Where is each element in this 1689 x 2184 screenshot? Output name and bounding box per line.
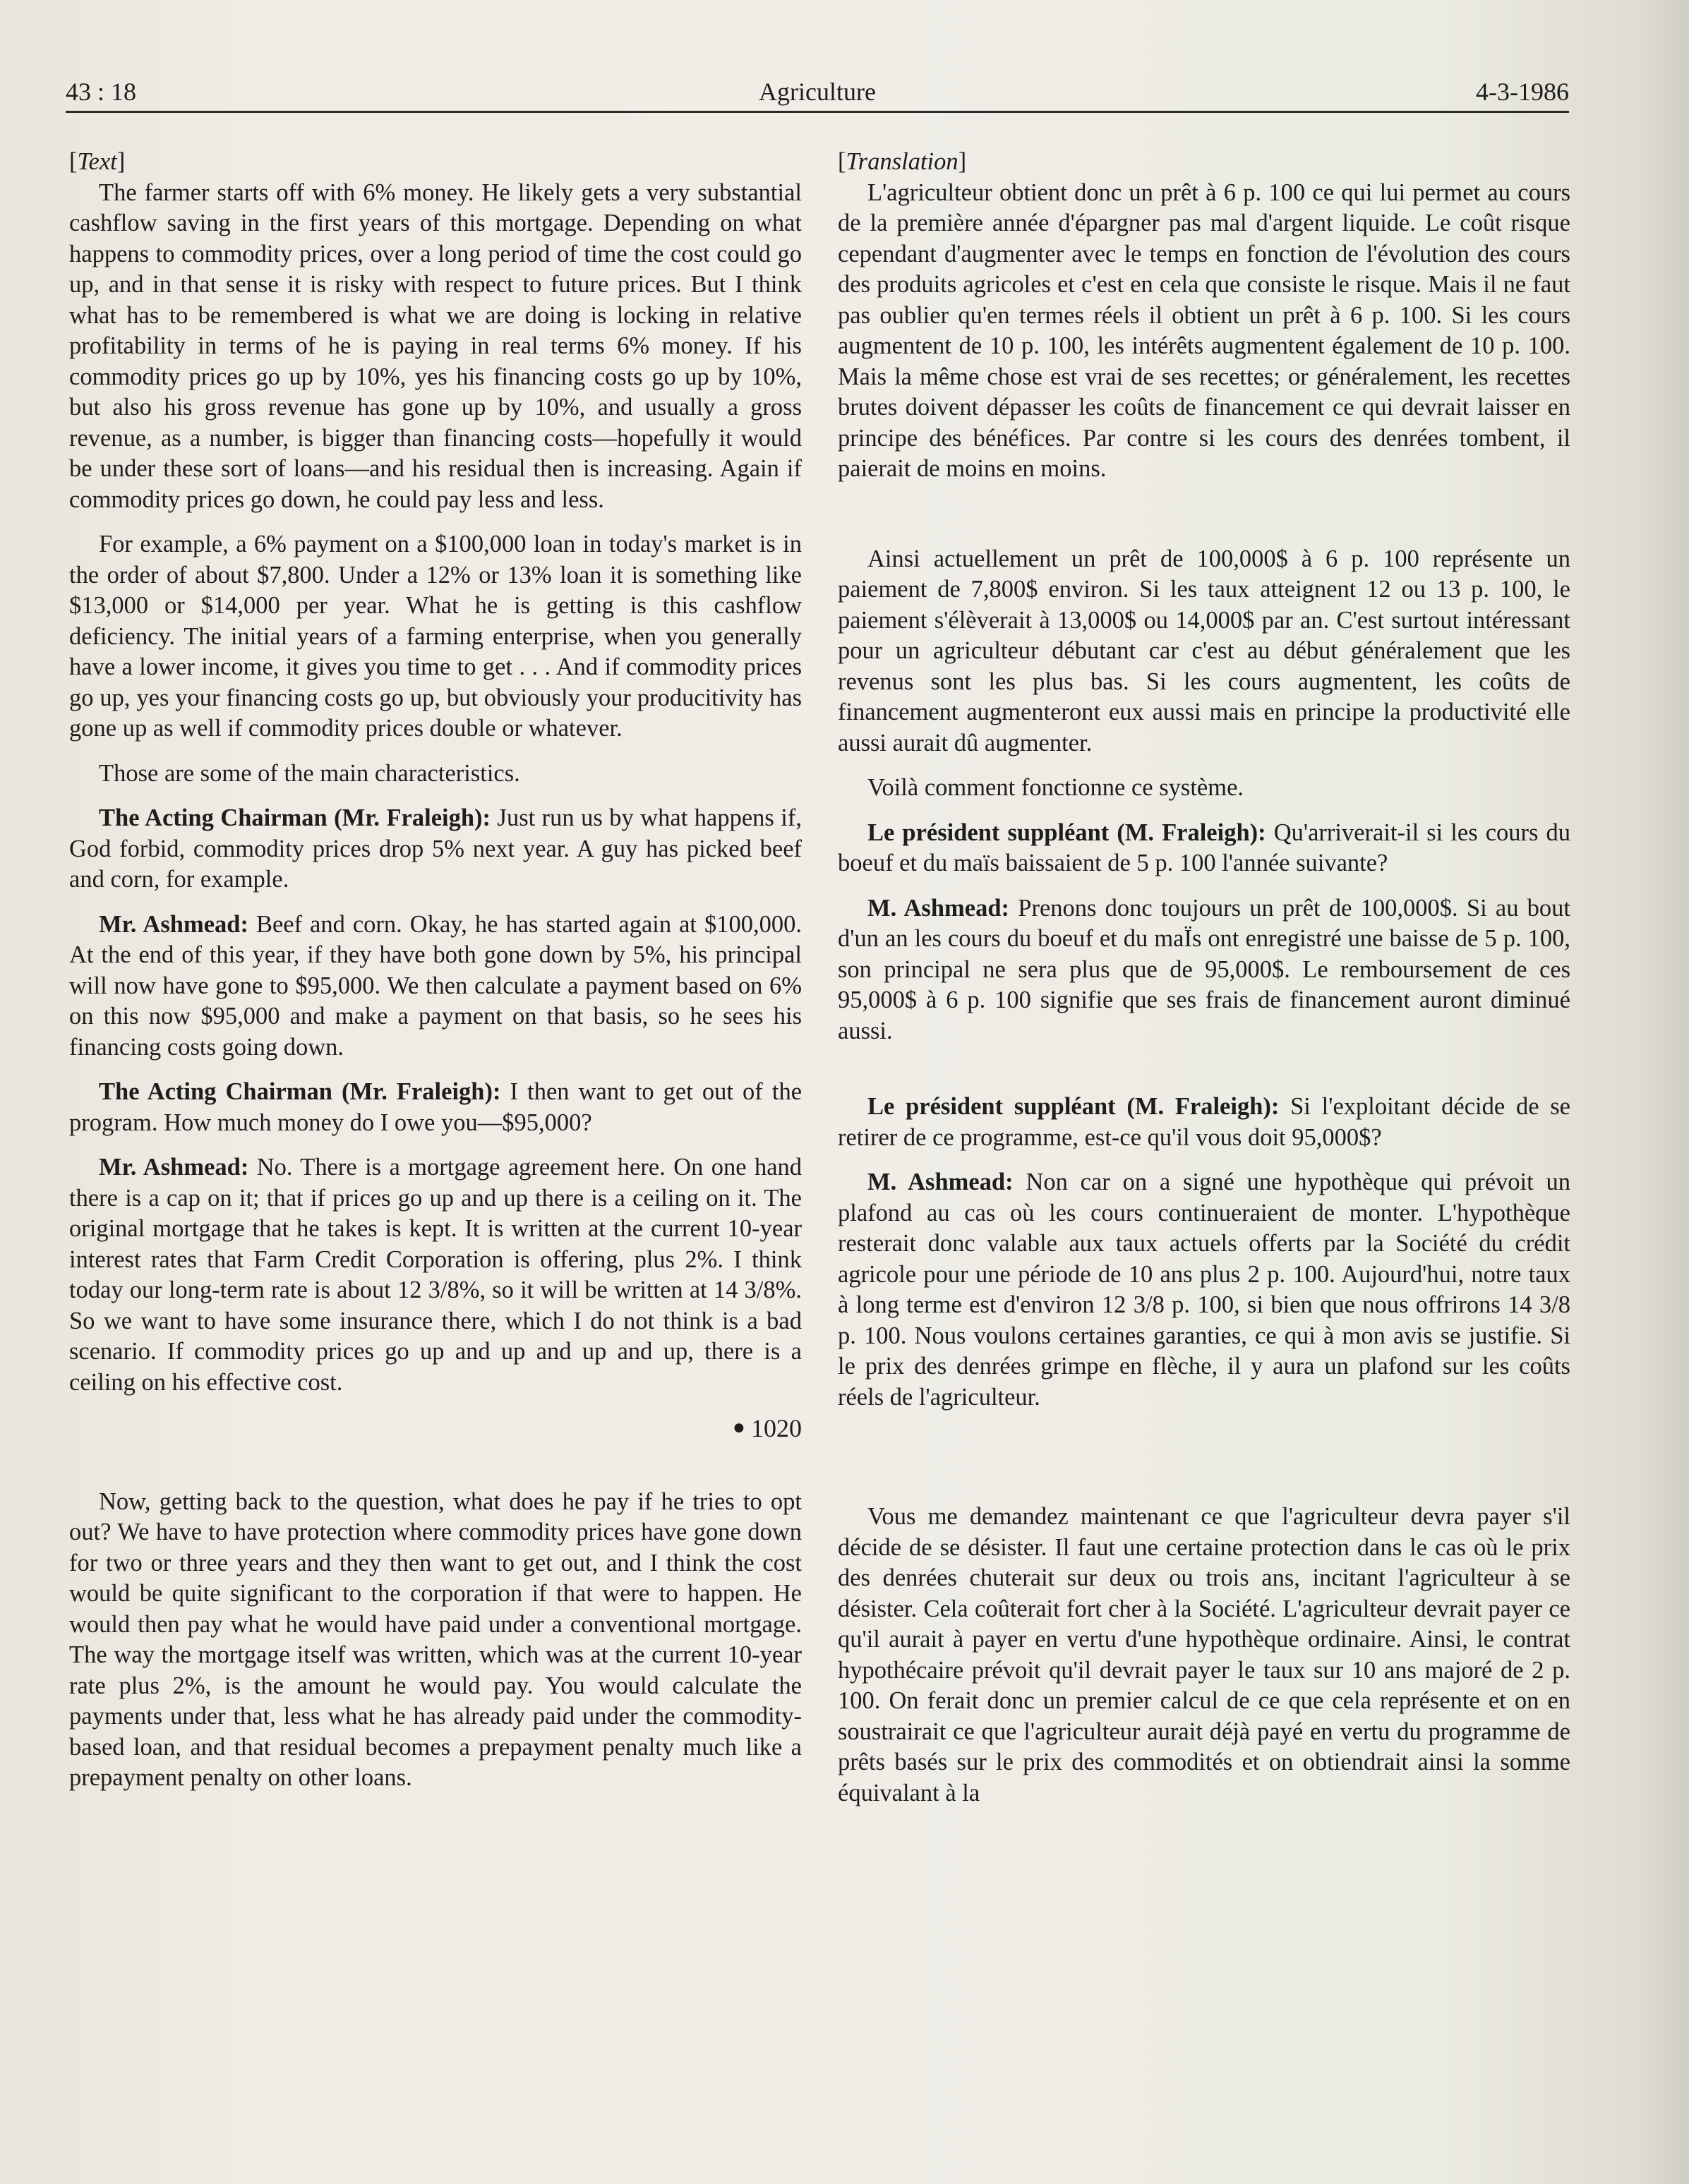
text-label: Text [77, 148, 117, 175]
paragraph: Le président suppléant (M. Fraleigh): Si l'exploitant décide de se retirer de ce programme, est-ce qu'il vous doit 95,000$? [838, 1093, 1570, 1151]
paragraph: Now, getting back to the question, what does he pay if he tries to opt out? We have to have protection where commodity prices have gone down for two or three years and they then want to get out, and I think the cost would be quite significant to the corporation if that were to happen. He would then pay what he would have paid under a conventional mortgage. The way the mortgage itself was written, which was at the current 10-year rate plus 2%, is the amount he would pay. You would calculate the payments under that, less what he has already paid under the commodity-based loan, and that residual becomes a prepayment penalty much like a prepayment penalty on other loans. [69, 1488, 802, 1791]
paragraph: The Acting Chairman (Mr. Fraleigh): I then want to get out of the program. How much money do I owe you—$95,000? [69, 1078, 803, 1136]
paragraph: Those are some of the main characteristics. [99, 759, 520, 787]
paragraph: Le président suppléant (M. Fraleigh): Qu'arriverait-il si les cours du boeuf et du maïs baissaient de 5 p. 100 l'année suivante? [838, 819, 1570, 876]
speaker-name: M. Ashmead: [867, 894, 1010, 922]
paragraph: For example, a 6% payment on a $100,000 loan in today's market is in the order of about $7,800. Under a 12% or 13% loan it is something like $13,000 or $14,000 per year. What he is getting is this cashflow deficiency. The initial years of a farming enterprise, when you generally have a lower income, it gives you time to get . . . And if commodity prices go up, yes your financing costs go up, but obviously your producitivity has gone up as well if commodity prices double or whatever. [69, 531, 802, 742]
english-column [69, 147, 802, 1794]
page-number: 43 : 18 [66, 78, 137, 106]
paragraph: Ainsi actuellement un prêt de 100,000$ à 6 p. 100 représente un paiement de 7,800$ environ. Si les taux atteignent 12 ou 13 p. 100, le paiement s'élèverait à 13,000$ ou 14,000$ par an. C'est surtout intéressant pour un agriculteur débutant car c'est au début généralement que les revenus sont les plus bas. Si les cours augmentent, les coûts de financement augmenteront eux aussi mais en principe la productivité elle aussi aurait dû augmenter. [838, 545, 1570, 756]
speaker-name: M. Ashmead: [867, 1169, 1014, 1195]
paragraph: Voilà comment fonctionne ce système. [867, 774, 1244, 801]
paragraph: M. Ashmead: Non car on a signé une hypothèque qui prévoit un plafond au cas où les cours continueraient de monter. L'hypothèque resterait donc valable aux taux actuels offerts par la Société du crédit agricole pour une période de 10 ans plus 2 p. 100. Aujourd'hui, notre taux à long terme est d'environ 12 3/8 p. 100, si bien que nous offrirons 14 3/8 p. 100. Nous voulons certaines garanties, ce qui à mon avis se justifie. Si le prix des denrées grimpe en flèche, il y aura un plafond sur les coûts réels de l'agriculteur. [838, 1169, 1571, 1411]
column-label: [Text] [69, 148, 126, 175]
column-label: [Translation] [838, 148, 967, 175]
page-title: Agriculture [759, 78, 876, 106]
page-date: 4-3-1986 [1476, 78, 1569, 106]
paragraph: The Acting Chairman (Mr. Fraleigh): Just run us by what happens if, God forbid, commodity prices drop 5% next year. A guy has picked beef and corn, for example. [69, 804, 803, 893]
paragraph: Vous me demandez maintenant ce que l'agriculteur devra payer s'il décide de se désister. Il faut une certaine protection dans le cas où le prix des denrées chuterait sur deux ou trois ans, incitant l'agriculteur à se désister. Cela coûterait fort cher à la Société. L'agriculteur devrait payer ce qu'il aurait à payer en vertu d'une hypothèque ordinaire. Ainsi, le contrat hypothécaire prévoit qu'il devrait payer le taux sur 10 ans majoré de 2 p. 100. On ferait donc un premier calcul de ce que cela représente et on en soustrairait ce que l'agriculteur aurait déjà payé en vertu du programme de prêts basés sur le prix des commodités et on obtiendrait ainsi la somme équivalant à la [838, 1503, 1570, 1806]
header-rule [66, 111, 1569, 113]
speaker-name: Mr. Ashmead: [99, 1154, 249, 1181]
bullet-icon: ● [732, 1416, 745, 1439]
paragraph: L'agriculteur obtient donc un prêt à 6 p. 100 ce qui lui permet au cours de la première année d'épargner pas mal d'argent liquide. Le coût risque cependant d'augmenter avec le temps en fonction de l'évolution des cours des produits agricoles et c'est en cela que consiste le risque. Mais il ne faut pas oublier qu'en termes réels il obtient un prêt à 6 p. 100. Si les cours augmentent de 10 p. 100, les intérêts augmentent également de 10 p. 100. Mais la même chose est vrai de ses recettes; or généralement, les recettes brutes doivent dépasser les coûts de financement ce qui devrait laisser en principe des bénéfices. Par contre si les cours des denrées tombent, il paierait de moins en moins. [838, 179, 1570, 482]
speaker-name: Le président suppléant (M. Fraleigh): [867, 1093, 1280, 1120]
speaker-name: The Acting Chairman (Mr. Fraleigh): [99, 1078, 501, 1105]
french-column [838, 147, 1570, 1809]
speaker-name: Le président suppléant (M. Fraleigh): [867, 819, 1266, 846]
speaker-name: Mr. Ashmead: [99, 910, 248, 938]
paragraph: M. Ashmead: Prenons donc toujours un prêt de 100,000$. Si au bout d'un an les cours du boeuf et du maÏs ont enregistré une baisse de 5 p. 100, son principal ne sera plus que de 95,000$. Le remboursement de ces 95,000$ à 6 p. 100 signifie que ses frais de financement auront diminué aussi. [838, 894, 1571, 1044]
translation-label: Translation [846, 148, 958, 175]
paragraph: The farmer starts off with 6% money. He likely gets a very substantial cashflow saving in the first years of this mortgage. Depending on what happens to commodity prices, over a long period of time the cost could go up, and in that sense it is risky with respect to future prices. But I think what has to be remembered is what we are doing is locking in relative profitability in terms of he is paying in real terms 6% money. If his commodity prices go up by 10%, yes his financing costs go up by 10%, but also his gross revenue has gone up by 10%, and usually a gross revenue, as a number, is bigger than financing costs—hopefully it would be under these sort of loans—and his residual then is increasing. Again if commodity prices go down, he could pay less and less. [69, 179, 802, 513]
speaker-name: The Acting Chairman (Mr. Fraleigh): [99, 804, 491, 831]
page-header [66, 73, 1569, 110]
paragraph: Mr. Ashmead: No. There is a mortgage agreement here. On one hand there is a cap on it; that if prices go up and up there is a ceiling on it. The original mortgage that he takes is kept. It is written at the current 10-year interest rates that Farm Credit Corporation is offering, plus 2%. I think today our long-term rate is about 12 3/8%, so it will be written at 14 3/8%. So we want to have some insurance there, which I do not think is a bad scenario. If commodity prices go up and up and up and up, there is a ceiling on his effective cost. [69, 1154, 803, 1396]
time-marker: ● 1020 [732, 1414, 802, 1442]
paragraph: Mr. Ashmead: Beef and corn. Okay, he has started again at $100,000. At the end of this year, if they have both gone down by 5%, his principal will now have gone to $95,000. We then calculate a payment based on 6% on this now $95,000 and make a payment on that basis, so he sees his financing costs going down. [69, 910, 802, 1061]
